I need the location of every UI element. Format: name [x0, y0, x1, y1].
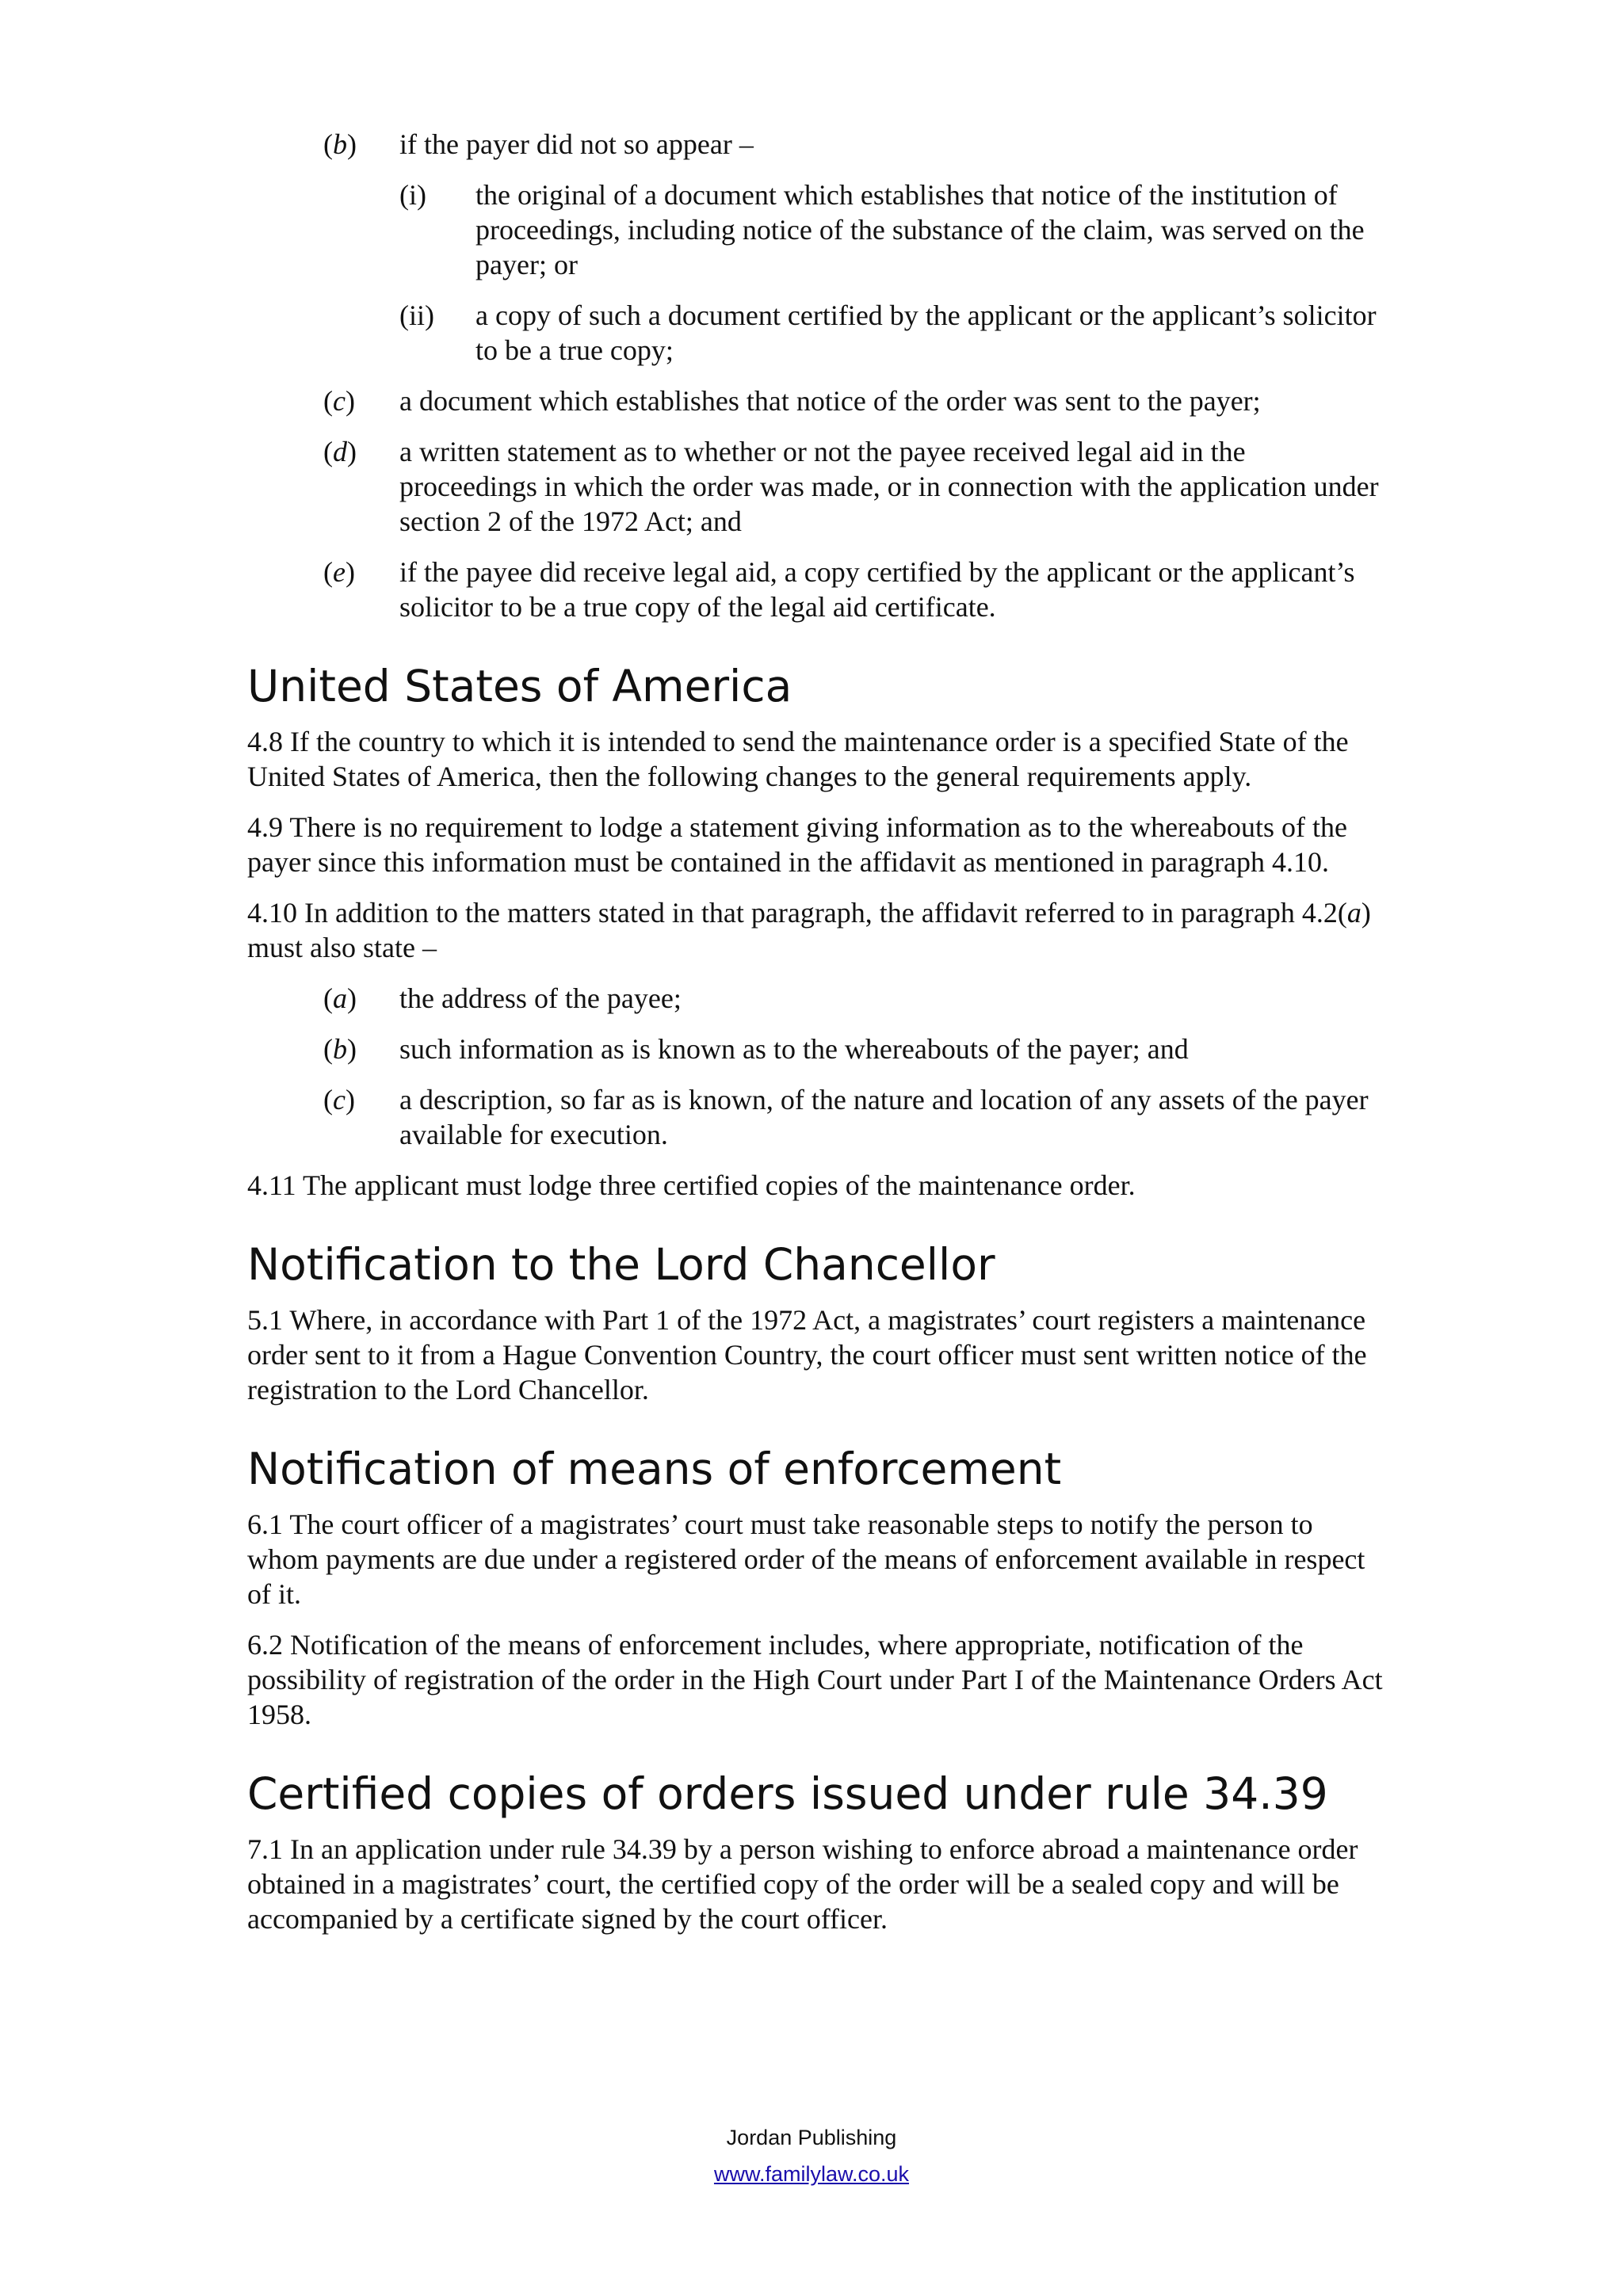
list-item-text: a document which establishes that notice of the order was sent to the payer;	[399, 385, 1261, 417]
list-item-usa-a	[323, 981, 1385, 1016]
list-item-usa-c	[323, 1082, 1385, 1152]
list-item-b	[323, 127, 1385, 162]
list-marker: (ii)	[399, 299, 434, 331]
section-heading-usa: United States of America	[247, 661, 792, 711]
list-item-e	[323, 555, 1385, 624]
paragraph-4-8: 4.8 If the country to which it is intended to send the maintenance order is a specified State of the United States of America, then the following changes to the general requirements apply.	[247, 726, 1349, 792]
list-item-c	[323, 383, 1385, 418]
list-item-usa-b	[323, 1032, 1385, 1066]
list-item-b-i	[399, 177, 1385, 282]
list-item-text: a description, so far as is known, of the nature and location of any assets of the payer available for execution.	[399, 1084, 1369, 1150]
footer-publisher: Jordan Publishing	[726, 2126, 897, 2149]
list-item-text: a written statement as to whether or not the payee received legal aid in the proceedings in which the order was made, or in connection with the application under section 2 of the 1972 Act; and	[399, 436, 1379, 537]
list-item-text: such information as is known as to the whereabouts of the payer; and	[399, 1033, 1189, 1065]
paragraph-4-10: 4.10 In addition to the matters stated in that paragraph, the affidavit referred to in paragraph 4.2(a) must also state –	[247, 897, 1371, 963]
list-marker: (e)	[323, 556, 355, 588]
paragraph-4-11: 4.11 The applicant must lodge three certified copies of the maintenance order.	[247, 1169, 1136, 1201]
list-item-text: the original of a document which establishes that notice of the institution of proceedings, including notice of the substance of the claim, was served on the payer; or	[475, 179, 1365, 280]
footer-url	[0, 2162, 1623, 2187]
section-heading-certified-copies: Certified copies of orders issued under rule 34.39	[247, 1768, 1328, 1819]
list-marker: (b)	[323, 128, 357, 160]
list-item-text: if the payer did not so appear –	[399, 128, 754, 160]
list-item-text: the address of the payee;	[399, 982, 682, 1014]
list-marker: (d)	[323, 436, 357, 467]
list-marker: (c)	[323, 385, 355, 417]
list-marker: (b)	[323, 1033, 357, 1065]
footer-url-link[interactable]: www.familylaw.co.uk	[713, 2162, 910, 2186]
paragraph-6-1: 6.1 The court officer of a magistrates’ court must take reasonable steps to notify the person to whom payments are due under a registered order of the means of enforcement available in respect of it.	[247, 1508, 1365, 1610]
paragraph-7-1: 7.1 In an application under rule 34.39 by a person wishing to enforce abroad a maintenance order obtained in a magistrates’ court, the certified copy of the order will be a sealed copy and will be accompanied by a certificate signed by the court officer.	[247, 1833, 1358, 1935]
list-item-text: if the payee did receive legal aid, a copy certified by the applicant or the applicant’s solicitor to be a true copy of the legal aid certificate.	[399, 556, 1355, 623]
list-marker: (a)	[323, 982, 357, 1014]
section-heading-means-of-enforcement: Notification of means of enforcement	[247, 1444, 1062, 1494]
list-item-text: a copy of such a document certified by the applicant or the applicant’s solicitor to be a true copy;	[475, 299, 1377, 366]
section-heading-lord-chancellor: Notification to the Lord Chancellor	[247, 1239, 995, 1290]
paragraph-5-1: 5.1 Where, in accordance with Part 1 of the 1972 Act, a magistrates’ court registers a maintenance order sent to it from a Hague Convention Country, the court officer must sent written notice of the registration to the Lord Chancellor.	[247, 1304, 1367, 1405]
paragraph-4-9: 4.9 There is no requirement to lodge a statement giving information as to the whereabouts of the payer since this information must be contained in the affidavit as mentioned in paragraph 4.10.	[247, 811, 1347, 878]
list-marker: (c)	[323, 1084, 355, 1116]
list-marker: (i)	[399, 179, 426, 211]
list-item-d	[323, 434, 1385, 539]
list-item-b-ii	[399, 298, 1385, 368]
paragraph-6-2: 6.2 Notification of the means of enforcement includes, where appropriate, notification of the possibility of registration of the order in the High Court under Part I of the Maintenance Orders Act 1958.	[247, 1629, 1383, 1730]
